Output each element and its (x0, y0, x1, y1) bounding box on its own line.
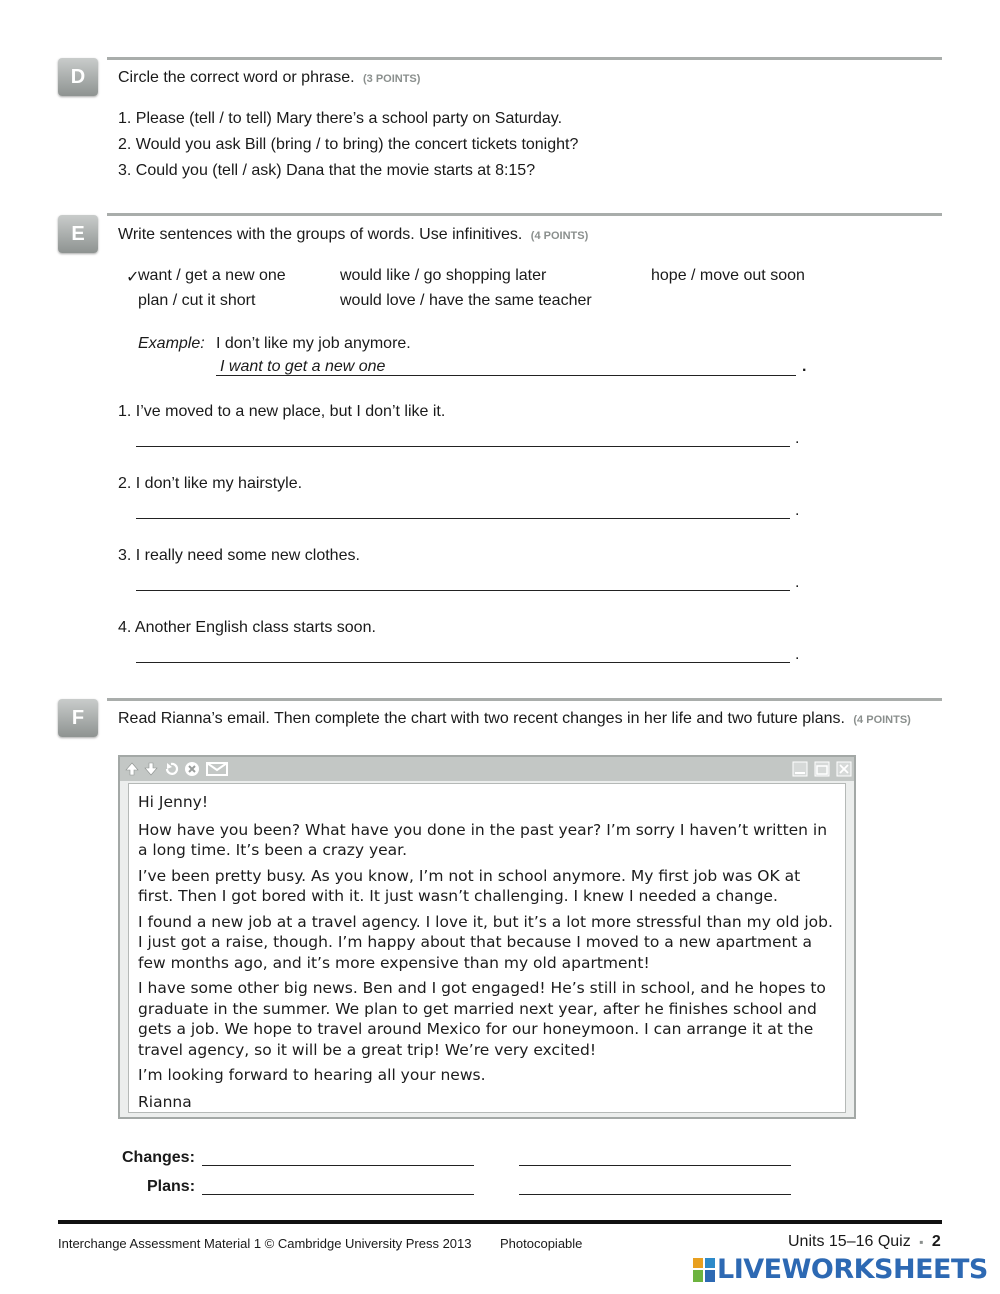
email-greeting: Hi Jenny! (138, 793, 209, 811)
section-f-instruction (118, 710, 948, 728)
word-bank-item: plan / cut it short (138, 292, 256, 309)
answer-blank-2[interactable] (136, 518, 790, 519)
answer-blank-4[interactable] (136, 662, 790, 663)
email-paragraph: I found a new job at a travel agency. I love it, but it’s a lot more stressful than my old job. I just got a raise, though. I’m happy about that because I moved to a new apartment a few months ago, and it’s more expensive than my old apartment! (138, 912, 833, 972)
email-paragraph: I’ve been pretty busy. As you know, I’m not in school anymore. My first job was OK at first. Then I got bored with it. It just wasn’t challenging. I knew I needed a change. (138, 866, 801, 905)
mail-icon[interactable] (206, 761, 228, 777)
section-d-badge: D (58, 58, 98, 96)
close-circle-icon[interactable] (184, 761, 200, 777)
email-signature: Rianna (138, 1092, 192, 1111)
word-bank-item: hope / move out soon (651, 267, 805, 284)
minimize-icon[interactable] (792, 761, 808, 777)
section-e-points: (4 POINTS) (530, 230, 589, 242)
footer-copyright: Interchange Assessment Material 1 © Cambridge University Press 2013 (58, 1236, 472, 1251)
section-d-instruction-text: Circle the correct word or phrase. (118, 69, 355, 86)
page-number: 2 (931, 1233, 941, 1250)
plans-label: Plans: (147, 1178, 196, 1195)
section-d-instruction (118, 69, 420, 87)
section-f-points: (4 POINTS) (853, 714, 911, 726)
section-e-item-2: 2. I don’t like my hairstyle. (118, 475, 303, 492)
word-bank-item: would like / go shopping later (340, 267, 547, 284)
example-answer: I want to get a new one (220, 358, 386, 375)
changes-blank-2[interactable] (519, 1165, 791, 1166)
example-period: . (802, 358, 807, 375)
section-d-item-2: 2. Would you ask Bill (bring / to bring) the concert tickets tonight? (118, 136, 579, 153)
section-e-rule (107, 213, 942, 216)
section-e-item-4: 4. Another English class starts soon. (118, 619, 376, 636)
section-e-item-3: 3. I really need some new clothes. (118, 547, 360, 564)
email-paragraph: How have you been? What have you done in the past year? I’m sorry I haven’t written in a long time. It’s been a crazy year. (138, 820, 828, 859)
arrow-up-icon[interactable] (124, 761, 140, 777)
word-bank-item: want / get a new one (138, 267, 286, 284)
word-bank-check-icon: ✓ (126, 269, 140, 286)
answer-blank-3[interactable] (136, 590, 790, 591)
undo-icon[interactable] (163, 761, 179, 777)
section-d-item-3: 3. Could you (tell / ask) Dana that the movie starts at 8:15? (118, 162, 536, 179)
email-paragraph: I’m looking forward to hearing all your news. (138, 1066, 486, 1084)
arrow-down-icon[interactable] (143, 761, 159, 777)
maximize-icon[interactable] (814, 761, 830, 777)
footer-photocopiable: Photocopiable (500, 1236, 583, 1251)
section-d-item-1: 1. Please (tell / to tell) Mary there’s a school party on Saturday. (118, 110, 563, 127)
section-e-instruction (118, 226, 588, 244)
section-d-points: (3 POINTS) (362, 73, 421, 85)
word-bank-item: would love / have the same teacher (340, 292, 592, 309)
answer-period: . (795, 430, 800, 447)
section-f-instruction-text: Read Rianna’s email. Then complete the chart with two recent changes in her life and two future plans. (118, 710, 845, 727)
answer-period: . (795, 502, 800, 519)
answer-blank-1[interactable] (136, 446, 790, 447)
footer-quiz (788, 1233, 941, 1251)
example-label: Example: (138, 335, 205, 352)
liveworksheets-logo (693, 1254, 993, 1286)
changes-label: Changes: (122, 1149, 195, 1166)
email-paragraph: I have some other big news. Ben and I got engaged! He’s still in school, and he hopes to graduate in the summer. We plan to get married next year, after he finishes school and gets a job. We hope to travel around Mexico for our honeymoon. I can arrange it at the travel agency, so it will be a great trip! We’re very excited! (138, 979, 826, 1059)
answer-period: . (795, 574, 800, 591)
answer-period: . (795, 646, 800, 663)
email-toolbar (120, 757, 854, 781)
section-d-rule (107, 57, 942, 60)
section-e-item-1: 1. I’ve moved to a new place, but I don’t like it. (118, 403, 446, 420)
footer-rule (58, 1220, 942, 1224)
example-prompt: I don’t like my job anymore. (216, 335, 411, 352)
footer-quiz-title: Units 15–16 Quiz (788, 1233, 911, 1250)
section-e-badge: E (58, 215, 98, 253)
section-f-badge: F (58, 699, 98, 737)
liveworksheets-brand: LIVEWORKSHEETS (717, 1254, 988, 1285)
close-icon[interactable] (836, 761, 852, 777)
liveworksheets-logo-icon (693, 1258, 715, 1282)
section-e-instruction-text: Write sentences with the groups of words. Use infinitives. (118, 226, 523, 243)
changes-blank-1[interactable] (202, 1165, 474, 1166)
email-text (138, 792, 838, 1117)
section-f-rule (107, 698, 942, 701)
email-window (118, 755, 856, 1119)
plans-blank-1[interactable] (202, 1194, 474, 1195)
footer-bullet: ▪ (919, 1235, 924, 1249)
email-body (128, 783, 846, 1113)
plans-blank-2[interactable] (519, 1194, 791, 1195)
